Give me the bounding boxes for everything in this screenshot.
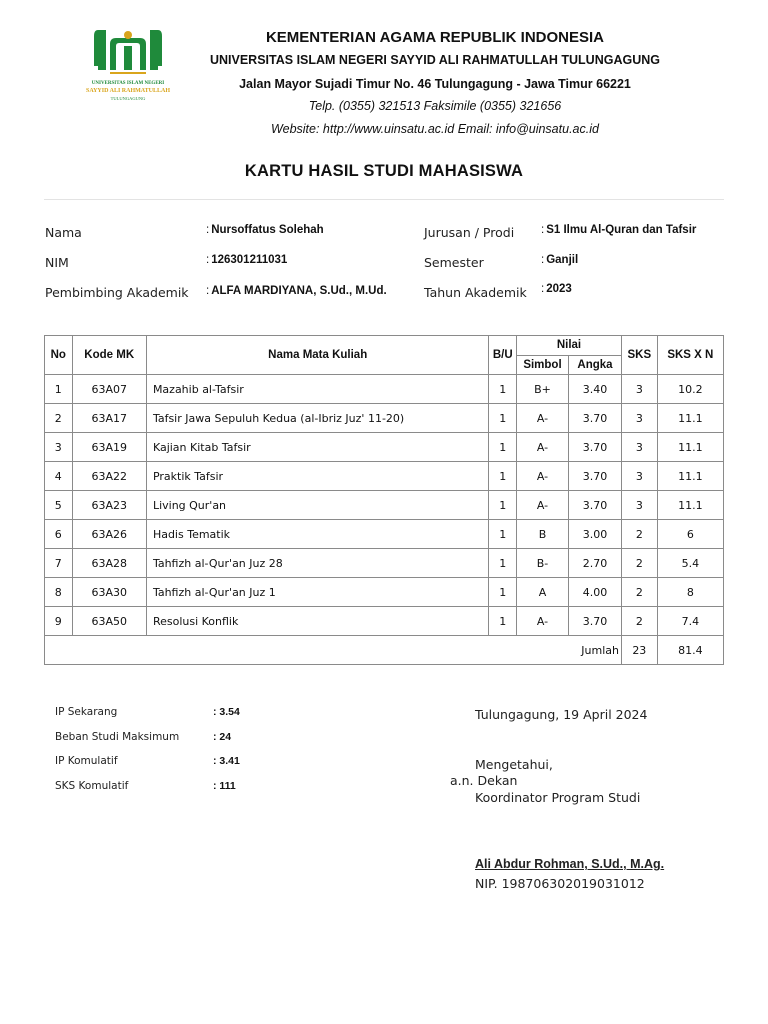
logo-text-1: UNIVERSITAS ISLAM NEGERI <box>91 81 165 86</box>
cell-bu: 1 <box>489 433 517 462</box>
table-row <box>45 491 724 520</box>
cell-no: 3 <box>45 433 73 462</box>
university-name: UNIVERSITAS ISLAM NEGERI SAYYID ALI RAHMATULLAH TULUNGAGUNG <box>209 53 660 67</box>
prodi-label: Jurusan / Prodi <box>424 225 515 240</box>
summary-value: : 3.41 <box>213 755 240 767</box>
cell-bu: 1 <box>489 549 517 578</box>
name-label: Nama <box>45 225 82 240</box>
logo-text-3: TULUNGAGUNG <box>110 96 146 101</box>
cell-no: 2 <box>45 404 73 433</box>
cell-sksxn: 5.4 <box>657 549 723 578</box>
table-row <box>45 549 724 578</box>
grades-table <box>44 335 724 665</box>
cell-sksxn: 6 <box>657 520 723 549</box>
acknowledged-text: Mengetahui, <box>475 757 553 772</box>
university-website: Website: http://www.uinsatu.ac.id Email: info@uinsatu.ac.id <box>271 122 599 136</box>
total-row <box>45 636 724 665</box>
col-sksxn: SKS X N <box>657 336 723 375</box>
summary-value: : 24 <box>213 730 232 743</box>
cell-sks: 3 <box>621 404 657 433</box>
cell-no: 4 <box>45 462 73 491</box>
summary-label: IP Komulatif <box>55 755 118 767</box>
cell-sksxn: 11.1 <box>657 433 723 462</box>
col-bu: B/U <box>489 336 517 375</box>
on-behalf-text: a.n. Dekan <box>450 773 518 788</box>
cell-sks: 2 <box>621 549 657 578</box>
cell-code: 63A26 <box>72 520 146 549</box>
col-course: Nama Mata Kuliah <box>146 336 489 375</box>
cell-bu: 1 <box>489 607 517 636</box>
cell-course: Resolusi Konflik <box>146 607 489 636</box>
cell-sks: 3 <box>621 462 657 491</box>
cell-bu: 1 <box>489 491 517 520</box>
cell-symbol: B- <box>517 549 569 578</box>
cell-course: Tahfizh al-Qur'an Juz 28 <box>146 549 489 578</box>
place-date: Tulungagung, 19 April 2024 <box>475 707 648 722</box>
cell-number: 3.70 <box>568 462 621 491</box>
semester-value: : Ganjil <box>541 254 579 266</box>
summary-value: : 111 <box>213 779 236 792</box>
cell-code: 63A07 <box>72 375 146 404</box>
col-sks: SKS <box>621 336 657 375</box>
cell-sks: 3 <box>621 491 657 520</box>
table-row <box>45 462 724 491</box>
table-row <box>45 607 724 636</box>
cell-no: 1 <box>45 375 73 404</box>
total-label: Jumlah <box>45 636 622 665</box>
divider <box>44 199 724 200</box>
cell-number: 2.70 <box>568 549 621 578</box>
summary-value: : 3.54 <box>213 706 240 718</box>
cell-course: Hadis Tematik <box>146 520 489 549</box>
cell-no: 8 <box>45 578 73 607</box>
year-value: : 2023 <box>541 283 572 295</box>
cell-sksxn: 8 <box>657 578 723 607</box>
cell-symbol: A- <box>517 404 569 433</box>
signatory-name: Ali Abdur Rohman, S.Ud., M.Ag. <box>475 857 665 871</box>
cell-number: 3.70 <box>568 433 621 462</box>
document-title: KARTU HASIL STUDI MAHASISWA <box>244 162 524 180</box>
cell-course: Tafsir Jawa Sepuluh Kedua (al-Ibriz Juz' 11-20) <box>146 404 489 433</box>
cell-bu: 1 <box>489 404 517 433</box>
cell-code: 63A17 <box>72 404 146 433</box>
col-number: Angka <box>568 355 621 375</box>
cell-code: 63A22 <box>72 462 146 491</box>
year-label: Tahun Akademik <box>424 285 527 300</box>
cell-sksxn: 11.1 <box>657 404 723 433</box>
semester-label: Semester <box>424 255 484 270</box>
table-row <box>45 578 724 607</box>
cell-no: 7 <box>45 549 73 578</box>
cell-number: 3.70 <box>568 607 621 636</box>
cell-sksxn: 7.4 <box>657 607 723 636</box>
cell-number: 3.70 <box>568 491 621 520</box>
cell-symbol: A- <box>517 462 569 491</box>
cell-no: 6 <box>45 520 73 549</box>
cell-bu: 1 <box>489 520 517 549</box>
advisor-label: Pembimbing Akademik <box>45 285 189 300</box>
cell-number: 3.00 <box>568 520 621 549</box>
cell-sks: 3 <box>621 433 657 462</box>
table-row <box>45 375 724 404</box>
cell-symbol: A <box>517 578 569 607</box>
cell-course: Praktik Tafsir <box>146 462 489 491</box>
cell-number: 4.00 <box>568 578 621 607</box>
prodi-value: : S1 Ilmu Al-Quran dan Tafsir <box>541 224 697 236</box>
table-row <box>45 520 724 549</box>
ministry-name: KEMENTERIAN AGAMA REPUBLIK INDONESIA <box>265 29 605 46</box>
cell-no: 9 <box>45 607 73 636</box>
cell-bu: 1 <box>489 462 517 491</box>
cell-course: Tahfizh al-Qur'an Juz 1 <box>146 578 489 607</box>
logo-text-2: SAYYID ALI RAHMATULLAH <box>85 88 170 94</box>
university-phone: Telp. (0355) 321513 Faksimile (0355) 321656 <box>308 99 562 113</box>
letterhead <box>150 28 720 140</box>
cell-sks: 2 <box>621 520 657 549</box>
cell-no: 5 <box>45 491 73 520</box>
cell-number: 3.70 <box>568 404 621 433</box>
cell-course: Living Qur'an <box>146 491 489 520</box>
advisor-value: : ALFA MARDIYANA, S.Ud., M.Ud. <box>206 285 387 297</box>
cell-course: Mazahib al-Tafsir <box>146 375 489 404</box>
cell-bu: 1 <box>489 578 517 607</box>
university-address: Jalan Mayor Sujadi Timur No. 46 Tulungagung - Jawa Timur 66221 <box>239 77 631 91</box>
total-sks: 23 <box>621 636 657 665</box>
cell-sks: 2 <box>621 607 657 636</box>
cell-code: 63A30 <box>72 578 146 607</box>
cell-code: 63A28 <box>72 549 146 578</box>
cell-symbol: A- <box>517 607 569 636</box>
name-value: : Nursoffatus Solehah <box>206 224 324 236</box>
signatory-nip: NIP. 198706302019031012 <box>475 876 645 891</box>
total-sksxn: 81.4 <box>657 636 723 665</box>
col-code: Kode MK <box>72 336 146 375</box>
cell-symbol: B <box>517 520 569 549</box>
position-text: Koordinator Program Studi <box>475 790 641 805</box>
nim-label: NIM <box>45 255 69 270</box>
col-symbol: Simbol <box>517 355 569 375</box>
cell-code: 63A50 <box>72 607 146 636</box>
cell-sks: 2 <box>621 578 657 607</box>
cell-code: 63A23 <box>72 491 146 520</box>
cell-symbol: B+ <box>517 375 569 404</box>
col-no: No <box>45 336 73 375</box>
cell-code: 63A19 <box>72 433 146 462</box>
cell-number: 3.40 <box>568 375 621 404</box>
summary-label: IP Sekarang <box>55 706 118 718</box>
cell-symbol: A- <box>517 491 569 520</box>
cell-sksxn: 11.1 <box>657 462 723 491</box>
nim-value: : 126301211031 <box>206 254 288 266</box>
table-row <box>45 433 724 462</box>
col-grade: Nilai <box>517 336 622 356</box>
cell-sksxn: 10.2 <box>657 375 723 404</box>
summary-label: Beban Studi Maksimum <box>55 730 180 743</box>
cell-bu: 1 <box>489 375 517 404</box>
cell-sksxn: 11.1 <box>657 491 723 520</box>
cell-course: Kajian Kitab Tafsir <box>146 433 489 462</box>
summary-label: SKS Komulatif <box>55 779 129 792</box>
cell-symbol: A- <box>517 433 569 462</box>
cell-sks: 3 <box>621 375 657 404</box>
table-row <box>45 404 724 433</box>
